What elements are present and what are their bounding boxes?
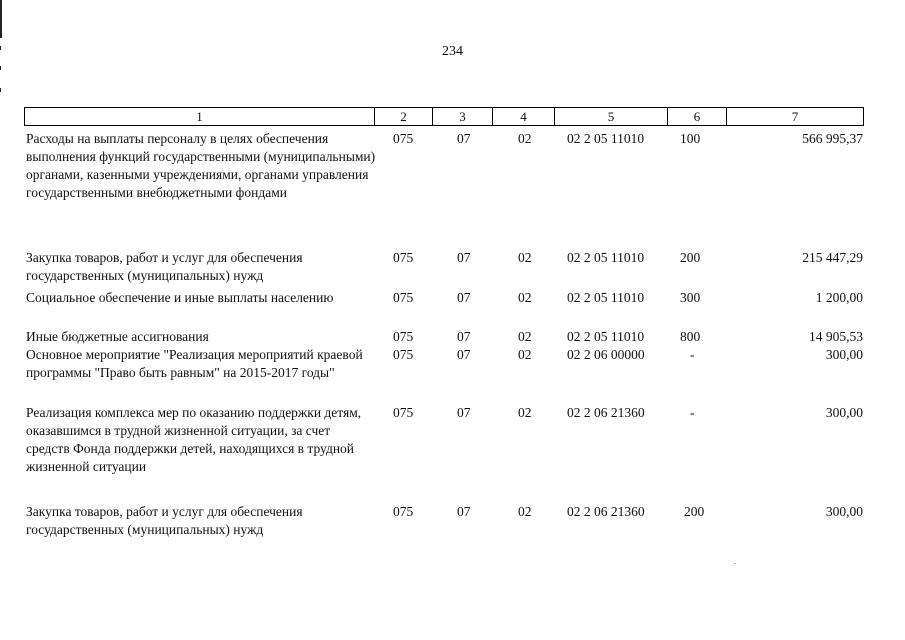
row-amount: 300,00 (825, 405, 863, 420)
row-code-2: 075 (393, 405, 414, 420)
scan-edge-mark (0, 0, 2, 38)
row-amount: 566 995,37 (802, 131, 863, 146)
row-code-4: 02 (518, 290, 532, 305)
row-code-3: 07 (457, 131, 471, 146)
row-code-6: - (690, 405, 695, 420)
row-amount: 300,00 (825, 504, 863, 519)
row-code-5: 02 2 06 21360 (567, 405, 645, 420)
header-cell-5: 5 (555, 108, 668, 125)
row-code-4: 02 (518, 405, 532, 420)
row-code-5: 02 2 06 00000 (567, 347, 645, 362)
row-amount: 300,00 (825, 347, 863, 362)
row-code-4: 02 (518, 329, 532, 344)
row-code-2: 075 (393, 250, 414, 265)
row-code-2: 075 (393, 347, 414, 362)
row-name: Основное мероприятие "Реализация мероприятий краевой программы "Право быть равным" на 2015-2017 годы" (26, 347, 363, 380)
row-code-3: 07 (457, 250, 471, 265)
row-code-2: 075 (393, 131, 414, 146)
row-name: Закупка товаров, работ и услуг для обеспечения государственных (муниципальных) нужд (26, 250, 303, 283)
row-code-6: 300 (680, 290, 701, 305)
row-code-2: 075 (393, 329, 414, 344)
row-code-5: 02 2 06 21360 (567, 504, 645, 519)
row-code-3: 07 (457, 347, 471, 362)
row-code-5: 02 2 05 11010 (567, 290, 645, 305)
row-code-3: 07 (457, 504, 471, 519)
row-code-4: 02 (518, 131, 532, 146)
row-code-6: 200 (680, 250, 701, 265)
row-code-6: - (690, 347, 695, 362)
row-name: Социальное обеспечение и иные выплаты населению (26, 290, 334, 305)
row-code-5: 02 2 05 11010 (567, 250, 645, 265)
row-code-6: 800 (680, 329, 701, 344)
header-cell-2: 2 (375, 108, 433, 125)
row-name: Закупка товаров, работ и услуг для обеспечения государственных (муниципальных) нужд (26, 504, 303, 537)
row-code-6: 100 (680, 131, 701, 146)
row-code-3: 07 (457, 290, 471, 305)
scan-speck (734, 563, 736, 564)
header-cell-3: 3 (433, 108, 493, 125)
row-name: Иные бюджетные ассигнования (26, 329, 209, 344)
row-code-3: 07 (457, 405, 471, 420)
row-code-6: 200 (684, 504, 705, 519)
row-code-3: 07 (457, 329, 471, 344)
row-code-4: 02 (518, 250, 532, 265)
row-code-4: 02 (518, 504, 532, 519)
header-cell-6: 6 (668, 108, 727, 125)
header-cell-4: 4 (493, 108, 555, 125)
row-code-5: 02 2 05 11010 (567, 329, 645, 344)
row-name: Расходы на выплаты персоналу в целях обеспечения выполнения функций государственными (муниципальными) органами, казенными учреждениями, органами управления государственными внебюджетными фондами (26, 131, 376, 200)
row-amount: 14 905,53 (809, 329, 863, 344)
header-cell-1: 1 (25, 108, 375, 125)
row-code-4: 02 (518, 347, 532, 362)
row-code-2: 075 (393, 504, 414, 519)
row-code-5: 02 2 05 11010 (567, 131, 645, 146)
table-header-row (24, 107, 864, 126)
row-amount: 1 200,00 (815, 290, 863, 305)
header-cell-7: 7 (791, 109, 799, 124)
row-amount: 215 447,29 (802, 250, 863, 265)
row-code-2: 075 (393, 290, 414, 305)
scan-edge-mark (0, 66, 1, 70)
scan-edge-mark (0, 88, 1, 92)
row-name: Реализация комплекса мер по оказанию поддержки детям, оказавшимся в трудной жизненной ситуации, за счет средств Фонда поддержки детей, находящихся в трудной жизненной ситуации (26, 405, 362, 474)
page-number: 234 (442, 44, 463, 59)
